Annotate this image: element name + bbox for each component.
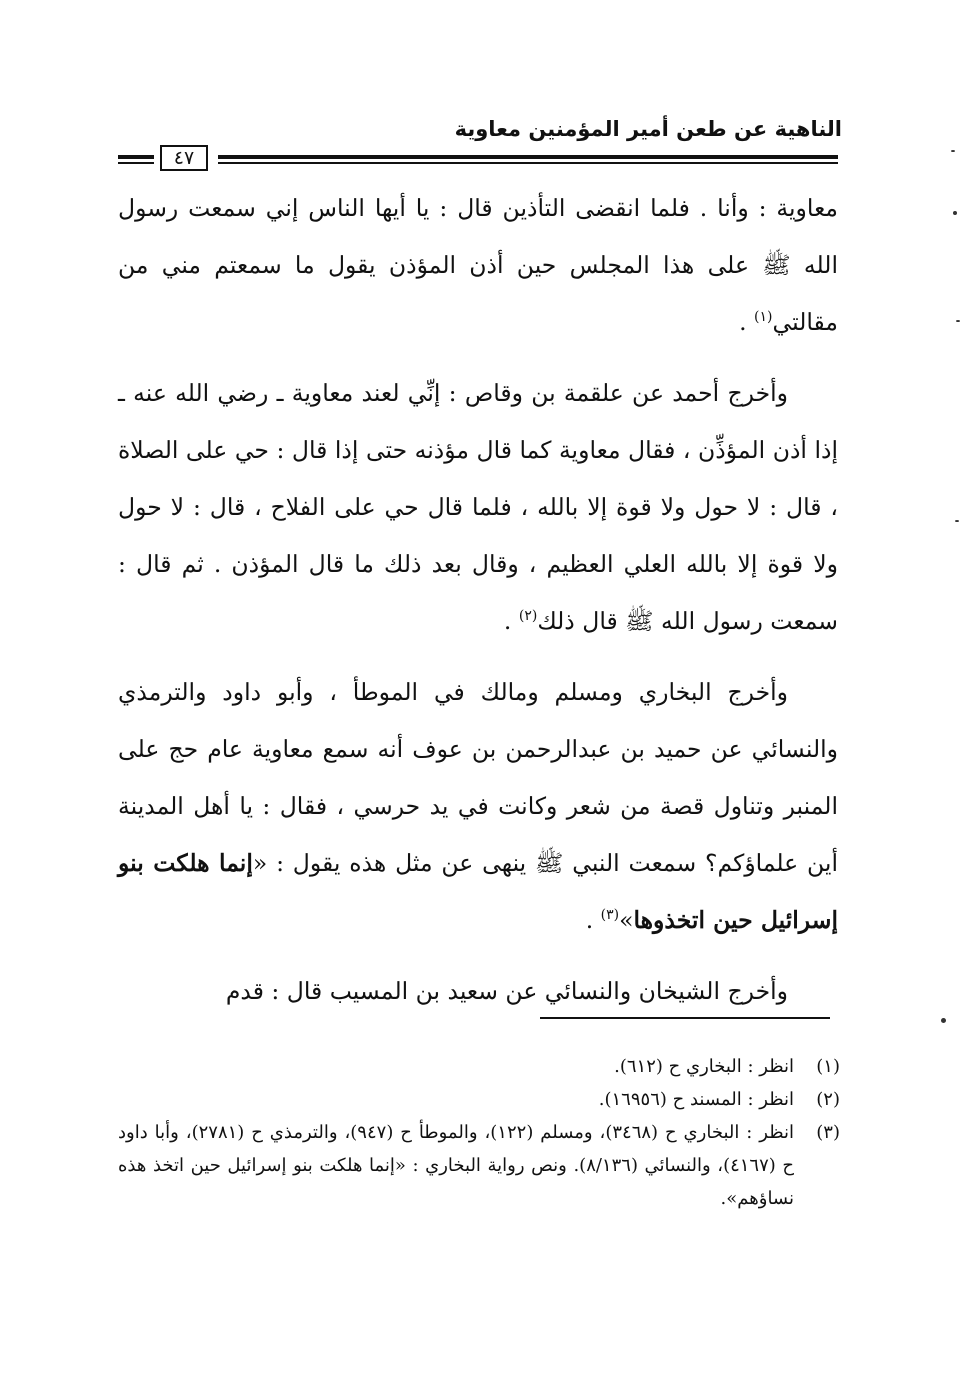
footnote-text: انظر : المسند ح (١٦٩٥٦). (598, 1089, 794, 1110)
footnote-ref-3: (٣) (600, 907, 620, 924)
paragraph-3-text: وأخرج البخاري ومسلم ومالك في الموطأ ، وأبو داود والترمذي والنسائي عن حميد بن عبدالرحمن بن عوف أنه سمع معاوية عام حج على المنبر وتناول قصة من شعر وكانت في يد حرسي ، فقال : يا أهل المدينة أين علماؤكم؟ سمعت النبي ﷺ ينهى عن مثل هذه يقول : « (118, 678, 838, 877)
footnote-item (118, 1050, 840, 1083)
scan-speck (956, 320, 960, 322)
paragraph-2 (118, 365, 838, 650)
paragraph-1-text: معاوية : وأنا . فلما انقضى التأذين قال : يا أيها الناس إني سمعت رسول الله ﷺ على هذا المجلس حين أذن المؤذن يقول ما سمعتم مني من مقالتي (118, 194, 838, 336)
paragraph-3 (118, 664, 838, 949)
footnote-ref-1: (١) (754, 309, 773, 326)
header-rule-left-thick (118, 155, 154, 159)
footnote-item (118, 1083, 840, 1116)
footnote-text: انظر : البخاري ح (٦١٢). (614, 1056, 794, 1077)
scan-speck (951, 150, 955, 152)
paragraph-3-end: . (585, 906, 601, 934)
paragraph-2-text: وأخرج أحمد عن علقمة بن وقاص : إنِّي لعند معاوية ـ رضي الله عنه ـ إذا أذن المؤذِّن ، فقال معاوية كما قال مؤذنه حتى إذا قال : حي على الصلاة ، قال : لا حول ولا قوة إلا بالله ، فلما قال حي على الفلاح ، قال : لا حول ولا قوة إلا بالله العلي العظيم ، وقال بعد ذلك ما قال المؤذن . ثم قال : سمعت رسول الله ﷺ قال ذلك (118, 379, 838, 635)
scan-speck (955, 520, 959, 522)
footnote-text: انظر : البخاري ح (٣٤٦٨)، ومسلم (١٢٢)، والموطأ ح (٩٤٧)، والترمذي ح (٢٧٨١)، وأبا داود ح (٤١٦٧)، والنسائي (٨/١٣٦). ونص رواية البخاري : «إنما هلكت بنو إسرائيل حين اتخذ هذه نساؤهم». (118, 1122, 795, 1209)
paragraph-4-text: وأخرج الشيخان والنسائي عن سعيد بن المسيب قال : قدم (225, 977, 788, 1005)
paragraph-1-end: . (739, 308, 755, 336)
paragraph-4 (118, 963, 838, 1020)
footnotes (118, 1050, 840, 1215)
footnote-number: (٢) (816, 1089, 840, 1110)
main-text (118, 180, 838, 1034)
footnote-separator (540, 1017, 830, 1019)
running-header-title: الناهية عن طعن أمير المؤمنين معاوية (454, 117, 842, 141)
scan-speck (953, 211, 957, 215)
paragraph-3-quote-close: » (619, 906, 634, 934)
paragraph-2-end: . (503, 607, 519, 635)
footnote-number: (١) (816, 1056, 840, 1077)
paragraph-3-quote: إنما هلكت بنو إسرائيل حين اتخذوها (118, 849, 838, 934)
header-rule-thick (218, 155, 838, 159)
footnote-ref-2: (٢) (518, 608, 538, 625)
footnote-number: (٣) (816, 1122, 840, 1143)
header-rule-left-thin (118, 162, 154, 164)
scan-speck (941, 1018, 946, 1023)
page-number-box: ٤٧ (160, 145, 208, 171)
paragraph-1 (118, 180, 838, 351)
footnote-item (118, 1116, 840, 1215)
header-rule-thin (218, 162, 838, 164)
